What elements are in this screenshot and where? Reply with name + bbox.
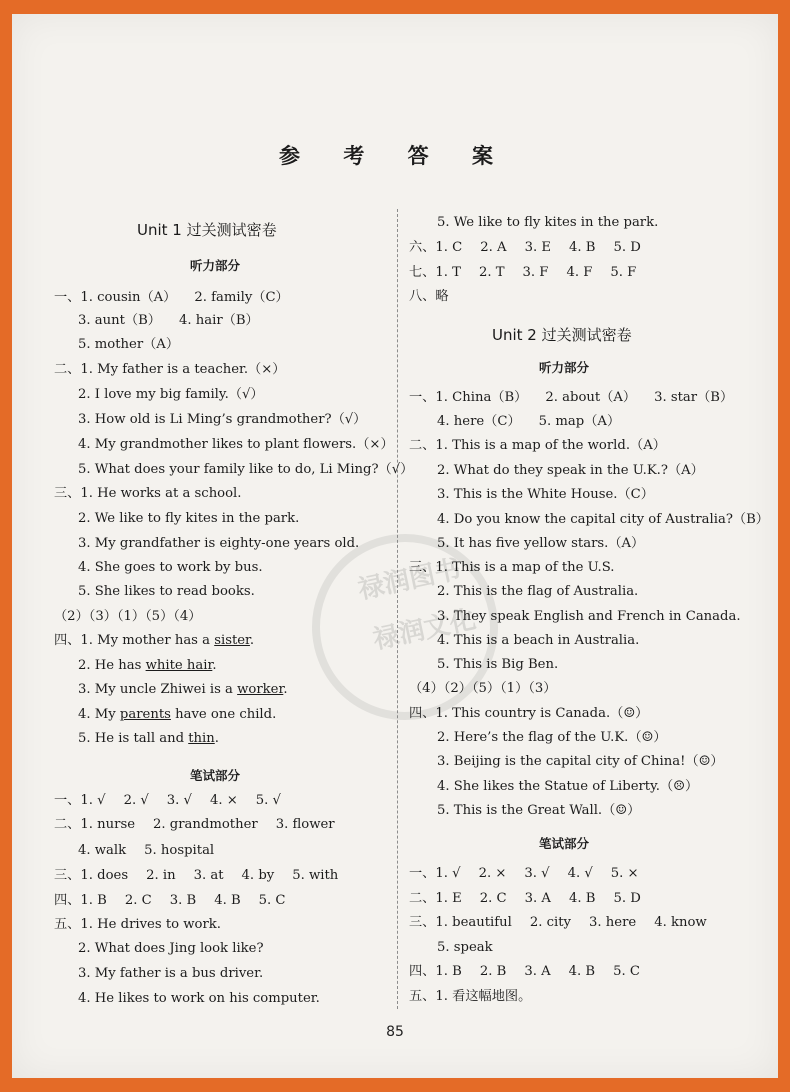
unit2-heading: Unit 2 过关测试密卷 [492, 326, 632, 344]
answer-line [54, 916, 221, 934]
answer-line [78, 965, 263, 983]
answer-line [54, 792, 281, 810]
answer-item: 一、1. cousin（A） [54, 290, 177, 305]
answer-item: 一、1. √ [409, 866, 461, 881]
answer-item: 七、1. T [409, 265, 461, 280]
answer-item: 5. We like to fly kites in the park. [437, 215, 659, 230]
underlined-answer: sister [214, 633, 250, 648]
answer-item: 3. star（B） [654, 390, 734, 405]
answer-item: 5. speak [437, 940, 493, 955]
answer-line [78, 559, 263, 577]
answer-line [54, 892, 286, 910]
answer-item: 2. This is the flag of Australia. [437, 584, 639, 599]
answer-item: 2. grandmother [153, 817, 258, 832]
answer-item: 4. My grandmother likes to plant flowers.（×） [78, 437, 394, 452]
watermark-text: 禄润图书 [355, 554, 464, 606]
answer-item: 四、1. My mother has a [54, 633, 215, 648]
answer-line [78, 706, 276, 724]
answer-item: 4. √ [567, 866, 593, 881]
answer-item: 2. We like to fly kites in the park. [78, 511, 300, 526]
answer-line [437, 511, 769, 529]
answer-item: 3. How old is Li Ming’s grandmother?（√） [78, 412, 367, 427]
answer-item: 3. flower [275, 817, 335, 832]
answer-item: 4. B [214, 893, 241, 908]
watermark-text: 禄润文化 [370, 604, 479, 656]
answer-line [409, 239, 641, 257]
answer-item: （4）（2）（5）（1）（3） [409, 681, 557, 696]
answer-line [78, 436, 394, 454]
answer-item: 3. √ [166, 793, 192, 808]
answer-line [437, 753, 724, 771]
answer-line [78, 842, 214, 860]
answer-item: 3. A [524, 964, 551, 979]
answer-item: 2. C [479, 891, 507, 906]
answer-line [409, 705, 648, 723]
answer-line [409, 437, 666, 455]
answer-line [78, 461, 413, 479]
answer-line [437, 778, 698, 796]
answer-line [437, 535, 644, 553]
underlined-answer: thin [188, 731, 215, 746]
answer-line [409, 264, 636, 282]
answer-item: 2. T [478, 265, 505, 280]
answer-item: 2. B [479, 964, 507, 979]
answer-line [409, 389, 733, 407]
answer-item: 二、1. My father is a teacher.（×） [54, 362, 286, 377]
answer-item: 4. He likes to work on his computer. [78, 991, 320, 1006]
answer-item: 4. hair（B） [179, 313, 259, 328]
answer-line [409, 559, 615, 577]
answer-line [437, 583, 638, 601]
answer-item: 5. √ [255, 793, 281, 808]
answer-line [437, 486, 654, 504]
answer-item: 5. mother（A） [78, 337, 180, 352]
answer-item: 3. This is the White House.（C） [437, 487, 654, 502]
answer-line [54, 608, 201, 626]
unit2-listening-heading: 听力部分 [539, 360, 590, 375]
answer-item: 四、1. B [409, 964, 462, 979]
answer-item: 3. E [524, 240, 551, 255]
answer-line [437, 656, 558, 674]
answer-item: 4. know [654, 915, 707, 930]
answer-item: 4. B [568, 891, 596, 906]
answer-item: 2. Here’s the flag of the U.K.（☺） [437, 730, 667, 745]
page-number: 85 [386, 1024, 404, 1040]
answer-item: 3. They speak English and French in Canada. [437, 609, 741, 624]
answer-line [78, 657, 217, 675]
answer-item: 3. A [524, 891, 551, 906]
answer-item: 5. D [613, 240, 641, 255]
underlined-answer: parents [119, 707, 171, 722]
answer-item: 4. walk [78, 843, 127, 858]
answer-item: 三、1. This is a map of the U.S. [409, 560, 615, 575]
unit2-writing-heading: 笔试部分 [539, 836, 590, 851]
answer-line [78, 386, 264, 404]
answer-item: 5. C [613, 964, 640, 979]
answer-item: 二、1. This is a map of the world.（A） [409, 438, 666, 453]
answer-line [437, 608, 741, 626]
unit1-writing-heading: 笔试部分 [190, 768, 241, 783]
answer-item: 3. √ [524, 866, 550, 881]
answer-item: 5. C [258, 893, 286, 908]
answer-item: 三、1. beautiful [409, 915, 512, 930]
answer-line [409, 680, 556, 698]
answer-line [78, 583, 255, 601]
answer-line [437, 939, 493, 957]
answer-item: 2. city [529, 915, 572, 930]
answer-item: 二、1. E [409, 891, 462, 906]
answer-item: 5. She likes to read books. [78, 584, 255, 599]
answer-line [54, 289, 289, 307]
answer-item: 2. in [146, 868, 176, 883]
answer-item: 2. about（A） [545, 390, 637, 405]
answer-item: 5. This is the Great Wall.（☺） [437, 803, 641, 818]
answer-line [78, 312, 259, 330]
answer-item: 3. My grandfather is eighty-one years old. [78, 536, 360, 551]
answer-item: 5. It has five yellow stars.（A） [437, 536, 645, 551]
answer-item: 5. This is Big Ben. [437, 657, 559, 672]
answer-line [78, 336, 179, 354]
underlined-answer: worker [237, 682, 284, 697]
answer-page [12, 14, 778, 1078]
answer-item: 3. aunt（B） [78, 313, 161, 328]
answer-item: 三、1. He works at a school. [54, 486, 242, 501]
answer-item: 八、略 [409, 289, 449, 304]
answer-line [78, 990, 320, 1008]
answer-line [78, 681, 288, 699]
answer-item: 一、1. China（B） [409, 390, 528, 405]
answer-item: 4. Do you know the capital city of Australia?（B） [437, 512, 769, 527]
answer-item: 2. What does Jing look like? [78, 941, 264, 956]
answer-line [409, 914, 707, 932]
answer-item: 3. here [589, 915, 637, 930]
answer-item: 5. map（A） [538, 414, 621, 429]
answer-item: 2. A [480, 240, 507, 255]
unit1-listening-heading: 听力部分 [190, 258, 241, 273]
underlined-answer: white hair [145, 658, 213, 673]
answer-item: 2. √ [123, 793, 149, 808]
answer-item: 2. family（C） [194, 290, 289, 305]
answer-item: 4. F [566, 265, 593, 280]
answer-line [78, 411, 366, 429]
answer-item: 二、1. nurse [54, 817, 136, 832]
answer-line [409, 890, 641, 908]
answer-item: 3. at [193, 868, 224, 883]
answer-item: 五、1. He drives to work. [54, 917, 221, 932]
answer-item: 2. C [124, 893, 152, 908]
answer-item: 4. B [568, 964, 596, 979]
answer-item: 4. This is a beach in Australia. [437, 633, 640, 648]
answer-line [78, 510, 299, 528]
answer-line [78, 940, 264, 958]
answer-item: 5. hospital [144, 843, 215, 858]
answer-item: 六、1. C [409, 240, 463, 255]
answer-item: 4. B [568, 240, 596, 255]
answer-item: 一、1. √ [54, 793, 106, 808]
unit1-heading: Unit 1 过关测试密卷 [137, 221, 277, 239]
answer-item: 2. I love my big family.（√） [78, 387, 264, 402]
answer-item: . [212, 658, 217, 673]
answer-item: 3. B [169, 893, 197, 908]
answer-item: . [283, 682, 288, 697]
answer-line [437, 729, 667, 747]
answer-item: 四、1. This country is Canada.（☺） [409, 706, 649, 721]
page-title: 参 考 答 案 [279, 144, 511, 168]
answer-line [54, 485, 241, 503]
answer-line [54, 632, 254, 650]
answer-line [437, 462, 704, 480]
answer-line [409, 988, 531, 1006]
answer-item: 四、1. B [54, 893, 107, 908]
answer-item: 五、1. 看这幅地图。 [409, 989, 532, 1004]
answer-item: 2. What do they speak in the U.K.?（A） [437, 463, 704, 478]
answer-line [437, 214, 658, 232]
answer-item: 5. F [610, 265, 637, 280]
answer-item: 三、1. does [54, 868, 129, 883]
answer-line [54, 867, 338, 885]
answer-item: （2）（3）（1）（5）（4） [54, 609, 202, 624]
answer-line [78, 535, 359, 553]
answer-item: 4. My [78, 707, 120, 722]
answer-line [409, 865, 639, 883]
answer-item: have one child. [170, 707, 277, 722]
answer-item: 5. × [610, 866, 639, 881]
answer-item: 4. by [241, 868, 275, 883]
answer-item: 4. here（C） [437, 414, 521, 429]
answer-item: 2. × [478, 866, 507, 881]
answer-line [437, 413, 620, 431]
answer-line [437, 802, 640, 820]
answer-item: 3. Beijing is the capital city of China!（☺） [437, 754, 724, 769]
answer-item: . [214, 731, 219, 746]
answer-line [409, 963, 640, 981]
answer-line [78, 730, 219, 748]
answer-item: 2. He has [78, 658, 146, 673]
answer-line [54, 816, 335, 834]
answer-item: 4. × [209, 793, 238, 808]
answer-item: 3. My father is a bus driver. [78, 966, 264, 981]
answer-line [54, 361, 285, 379]
answer-item: . [249, 633, 255, 648]
answer-item: 3. My uncle Zhiwei is a [78, 682, 238, 697]
answer-item: 5. What does your family like to do, Li Ming?（√） [78, 462, 414, 477]
answer-item: 5. He is tall and [78, 731, 189, 746]
answer-item: 4. She likes the Statue of Liberty.（☹） [437, 779, 699, 794]
answer-item: 4. She goes to work by bus. [78, 560, 263, 575]
answer-line [409, 288, 449, 306]
answer-item: 3. F [522, 265, 549, 280]
answer-item: 5. D [613, 891, 641, 906]
answer-item: 5. with [292, 868, 339, 883]
answer-line [437, 632, 639, 650]
